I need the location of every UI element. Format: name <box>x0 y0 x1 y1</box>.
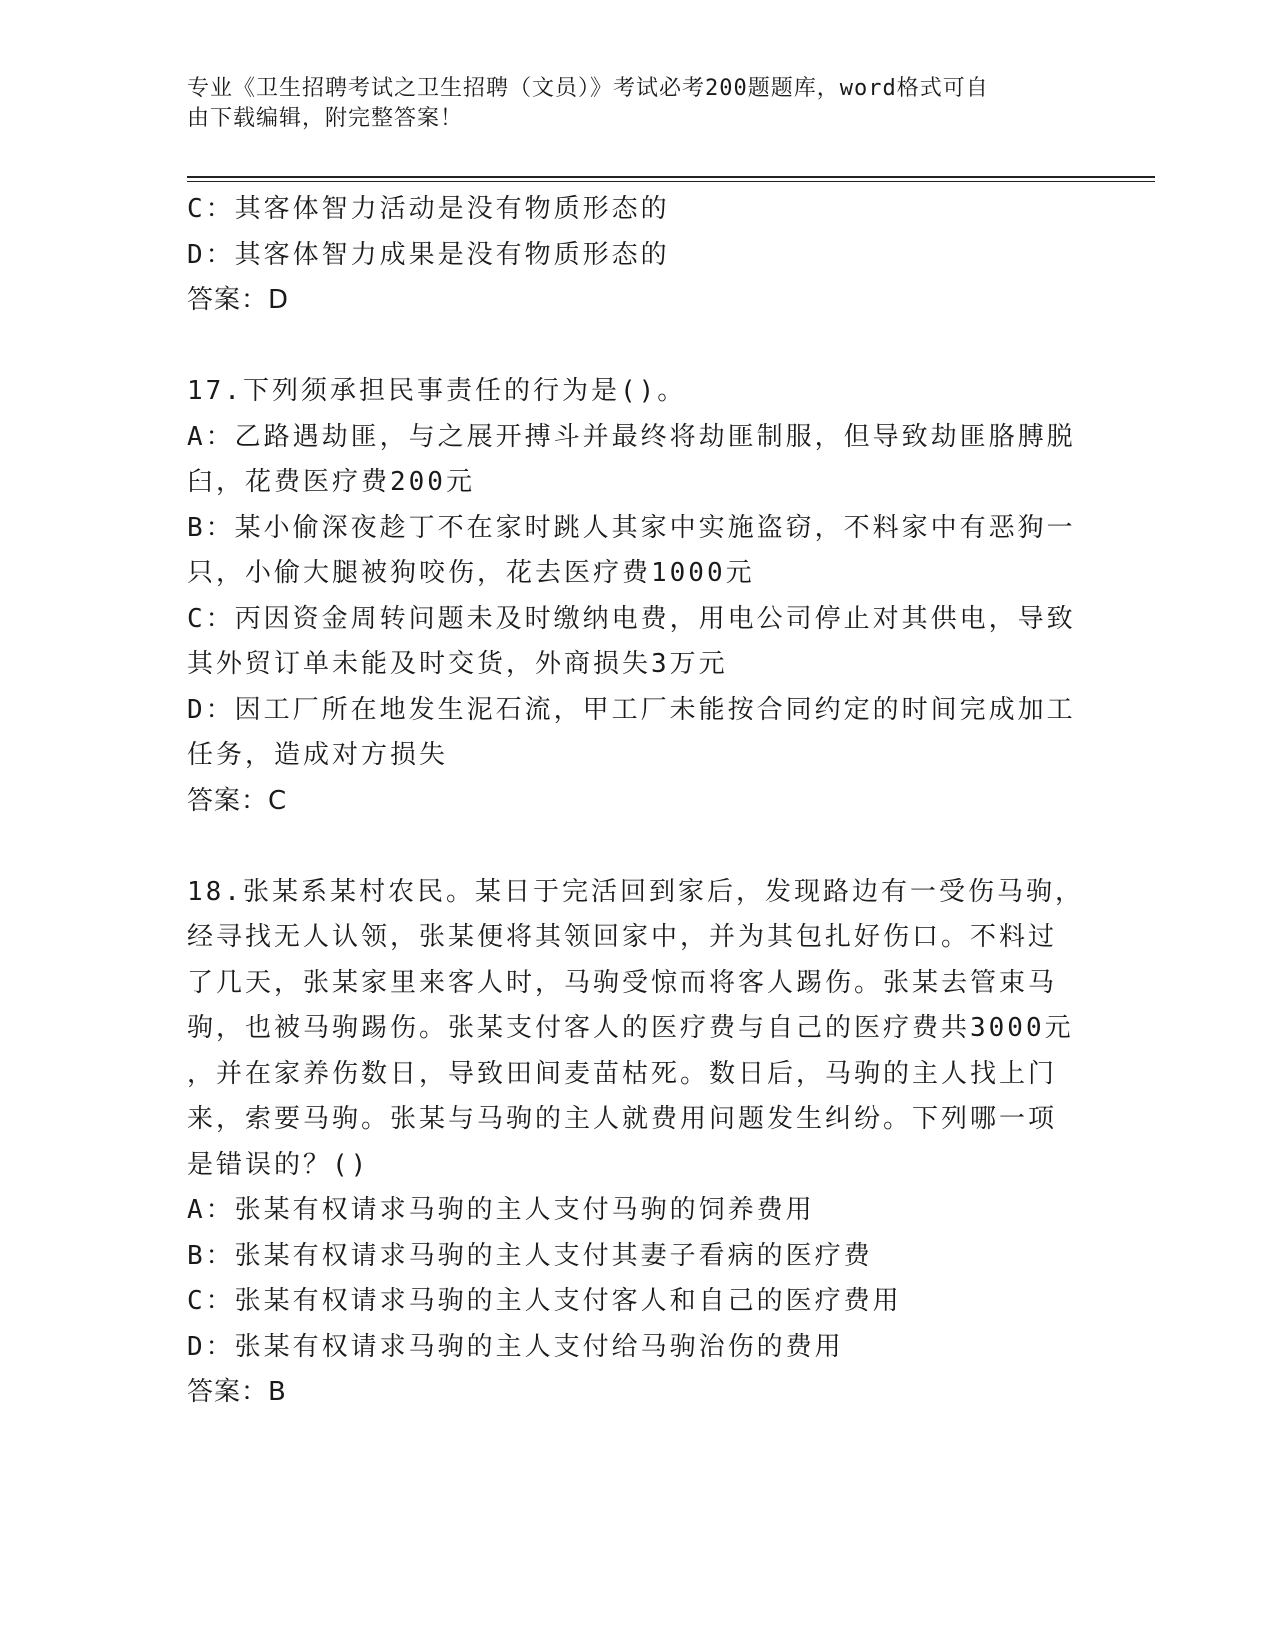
document-header <box>187 74 1087 134</box>
option-b: B：张某有权请求马驹的主人支付其妻子看病的医疗费 <box>187 1240 873 1271</box>
question-stem-continued: 经寻找无人认领，张某便将其领回家中，并为其包扎好伤口。不料过 <box>187 922 1058 952</box>
option-c: C：其客体智力活动是没有物质形态的 <box>187 194 670 224</box>
option-b: B：某小偷深夜趁丁不在家时跳人其家中实施盗窃，不料家中有恶狗一 <box>187 512 1076 543</box>
question-stem-continued: 了几天，张某家里来客人时，马驹受惊而将客人踢伤。张某去管束马 <box>187 967 1058 998</box>
header-divider-thin <box>187 181 1155 182</box>
option-a-continued: 臼，花费医疗费200元 <box>187 467 475 497</box>
option-d: D：因工厂所在地发生泥石流，甲工厂未能按合同约定的时间完成加工 <box>187 694 1076 725</box>
option-a: A：张某有权请求马驹的主人支付马驹的饲养费用 <box>187 1195 815 1225</box>
question-stem-continued: 是错误的？() <box>187 1149 370 1180</box>
spacer <box>187 824 1087 870</box>
option-d: D：其客体智力成果是没有物质形态的 <box>187 239 670 270</box>
question-stem-continued: 驹，也被马驹踢伤。张某支付客人的医疗费与自己的医疗费共3000元 <box>187 1013 1074 1043</box>
question-17 <box>187 369 1087 824</box>
question-stem-continued: 来，索要马驹。张某与马驹的主人就费用问题发生纠纷。下列哪一项 <box>187 1104 1058 1134</box>
document-body <box>187 187 1087 1416</box>
question-stem: 18.张某系某村农民。某日于完活回到家后，发现路边有一受伤马驹， <box>187 876 1084 907</box>
option-d: D：张某有权请求马驹的主人支付给马驹治伤的费用 <box>187 1331 844 1362</box>
prev-question-block <box>187 187 1087 324</box>
answer-line: 答案：B <box>187 1377 287 1407</box>
spacer <box>187 324 1087 370</box>
option-c-continued: 其外贸订单未能及时交货，外商损失3万元 <box>187 649 728 679</box>
question-stem-continued: ，并在家养伤数日，导致田间麦苗枯死。数日后，马驹的主人找上门 <box>187 1058 1058 1089</box>
option-c: C：丙因资金周转问题未及时缴纳电费，用电公司停止对其供电，导致 <box>187 603 1076 634</box>
header-divider-thick <box>187 176 1155 178</box>
question-stem: 17.下列须承担民事责任的行为是()。 <box>187 376 687 406</box>
option-c: C：张某有权请求马驹的主人支付客人和自己的医疗费用 <box>187 1286 902 1316</box>
question-18 <box>187 870 1087 1416</box>
header-title-line-1: 专业《卫生招聘考试之卫生招聘（文员）》考试必考200题题库，word格式可自 <box>187 76 989 101</box>
option-a: A：乙路遇劫匪，与之展开搏斗并最终将劫匪制服，但导致劫匪胳膊脱 <box>187 421 1076 452</box>
option-b-continued: 只，小偷大腿被狗咬伤，花去医疗费1000元 <box>187 558 755 588</box>
option-d-continued: 任务，造成对方损失 <box>187 740 449 770</box>
answer-line: 答案：C <box>187 785 288 816</box>
header-title-line-2: 由下载编辑，附完整答案！ <box>187 106 464 131</box>
answer-line: 答案：D <box>187 285 290 315</box>
